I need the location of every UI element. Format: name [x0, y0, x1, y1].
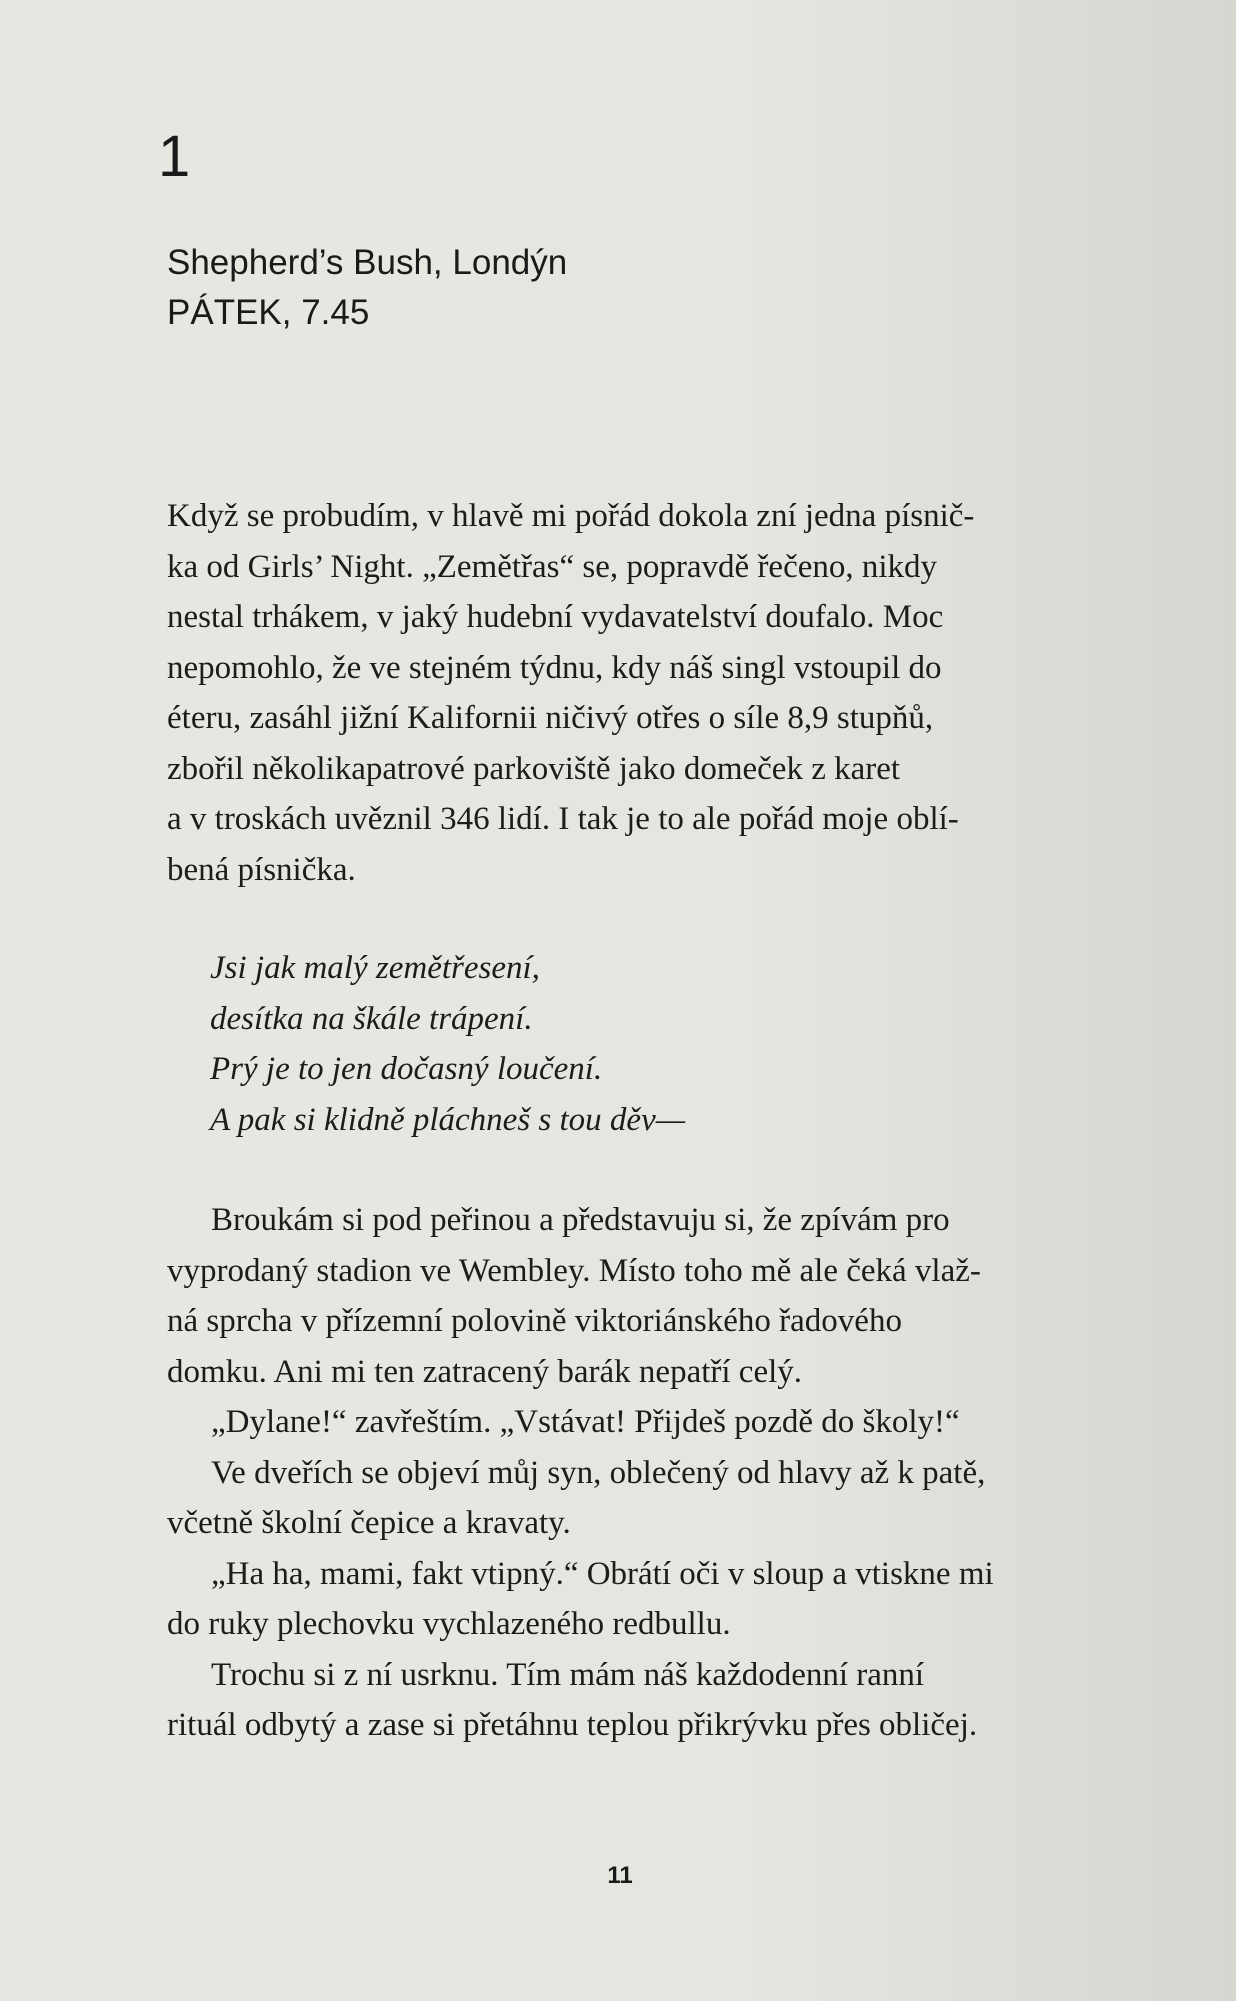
lyric-line: A pak si klidně pláchneš s tou děv—: [210, 1101, 686, 1138]
text-line: včetně školní čepice a kravaty.: [167, 1505, 571, 1541]
page-number: 11: [607, 1862, 633, 1889]
text-line: do ruky plechovku vychlazeného redbullu.: [167, 1606, 731, 1642]
text-line: vyprodaný stadion ve Wembley. Místo toho mě ale čeká vlaž-: [167, 1252, 981, 1289]
chapter-heading: [167, 238, 567, 338]
text-line: domku. Ani mi ten zatracený barák nepatří celý.: [167, 1353, 803, 1390]
text-line: Trochu si z ní usrknu. Tím mám náš každodenní ranní: [211, 1656, 925, 1693]
song-lyrics: [210, 943, 685, 1145]
text-line: ná sprcha v přízemní polovině viktoriánského řadového: [167, 1303, 902, 1339]
text-line: nestal trhákem, v jaký hudební vydavatelství doufalo. Moc: [167, 599, 944, 635]
text-line: bená písnička.: [167, 851, 356, 888]
text-line: „Dylane!“ zavřeštím. „Vstávat! Přijdeš pozdě do školy!“: [211, 1404, 960, 1440]
lyric-line: desítka na škále trápení.: [210, 1000, 533, 1037]
lyric-line: Jsi jak malý zemětřesení,: [210, 950, 540, 986]
text-line: a v troskách uvěznil 346 lidí. I tak je to ale pořád moje oblí-: [167, 801, 959, 837]
lyric-line: Prý je to jen dočasný loučení.: [210, 1051, 603, 1087]
text-line: ka od Girls’ Night. „Zemětřas“ se, popravdě řečeno, nikdy: [167, 548, 938, 585]
paragraph-1: [167, 491, 1117, 895]
text-line: zbořil několikapatrové parkoviště jako domeček z karet: [167, 750, 901, 787]
text-line: Když se probudím, v hlavě mi pořád dokola zní jedna písnič-: [167, 498, 975, 534]
paragraph-2: [167, 1195, 1117, 1751]
text-line: nepomohlo, že ve stejném týdnu, kdy náš singl vstoupil do: [167, 649, 942, 686]
text-line: éteru, zasáhl jižní Kalifornii ničivý otřes o síle 8,9 stupňů,: [167, 700, 934, 736]
chapter-location: Shepherd’s Bush, Londýn: [167, 243, 568, 282]
chapter-time: PÁTEK, 7.45: [167, 293, 370, 332]
text-line: Broukám si pod peřinou a představuju si, že zpívám pro: [211, 1202, 950, 1238]
text-line: „Ha ha, mami, fakt vtipný.“ Obrátí oči v sloup a vtiskne mi: [211, 1555, 994, 1592]
chapter-number: 1: [158, 124, 191, 189]
text-line: rituál odbytý a zase si přetáhnu teplou přikrývku přes obličej.: [167, 1707, 978, 1743]
text-line: Ve dveřích se objeví můj syn, oblečený od hlavy až k patě,: [211, 1454, 986, 1491]
